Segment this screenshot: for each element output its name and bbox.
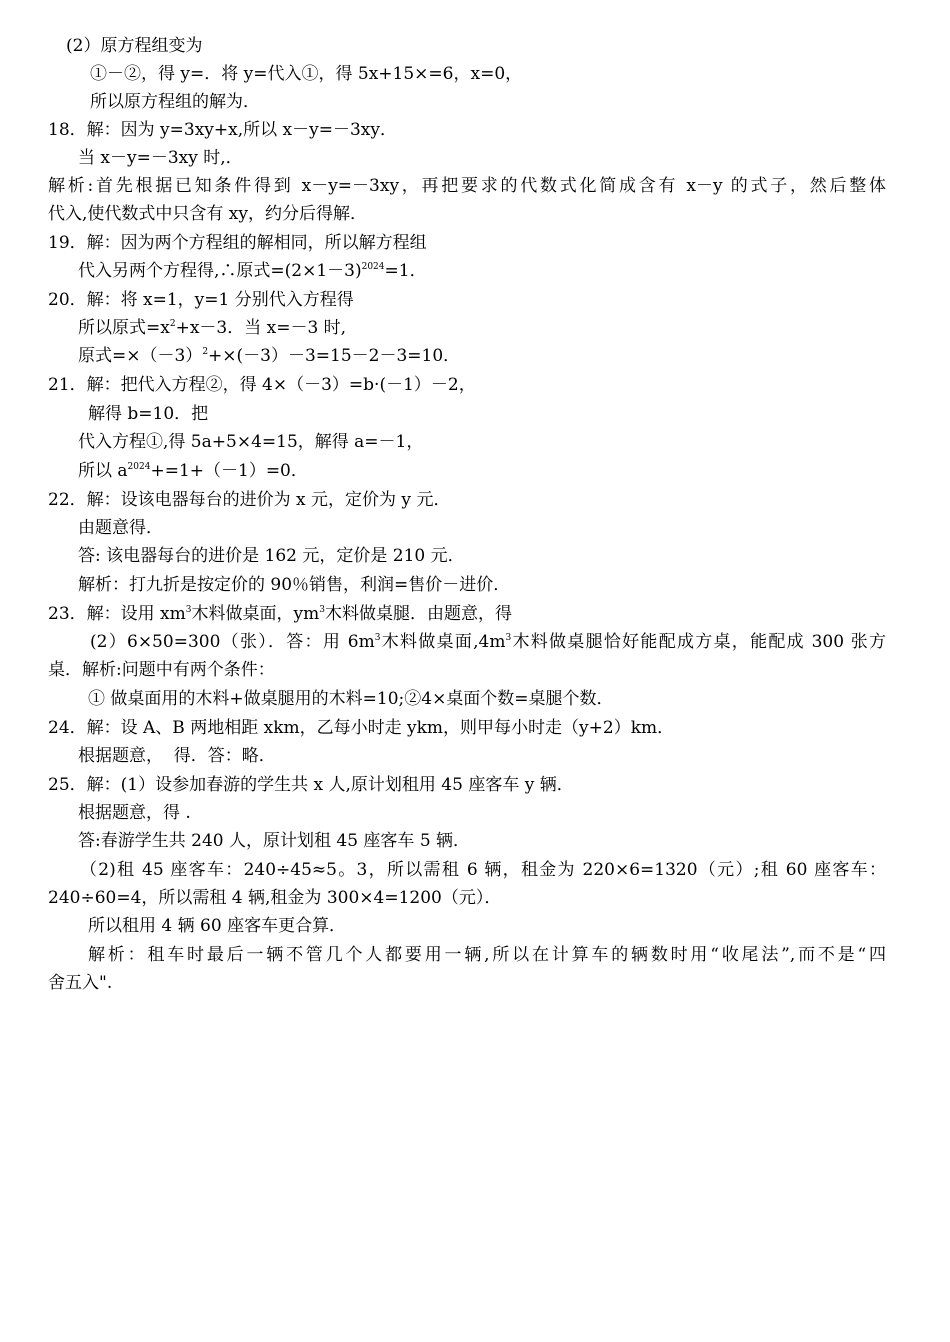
text-line <box>78 459 308 483</box>
superscript: 3 <box>505 633 512 643</box>
text-line: 当 x－y=－3xy 时,． <box>78 148 243 168</box>
superscript: 3 <box>185 605 192 615</box>
text-line: ①－②，得 y=．将 y=代入①，得 5x+15×=6，x=0， <box>90 64 523 84</box>
text-line: 20．解：将 x=1，y=1 分别代入方程得 <box>48 290 354 310</box>
text-line: 18．解：因为 y=3xy+x,所以 x－y=－3xy． <box>48 120 397 140</box>
text-line: 解得 b=10．把 <box>88 404 209 424</box>
text-line: (2）原方程组变为 <box>66 36 203 56</box>
text-line: 代入,使代数式中只含有 xy，约分后得解． <box>48 204 367 224</box>
text-line <box>78 344 460 368</box>
superscript: 2 <box>202 347 209 357</box>
superscript: 3 <box>374 633 381 643</box>
text-line: 所以原方程组的解为． <box>90 92 260 112</box>
text-line: 解析：打九折是按定价的 90％销售，利润=售价－进价． <box>78 575 511 595</box>
text-span: +×(－3）－3=15－2－3=10． <box>208 346 461 366</box>
text-span: +=1+（－1）=0． <box>150 461 308 481</box>
text-line: 21．解：把代入方程②，得 4×（－3）=b·(－1）－2， <box>48 375 476 395</box>
text-line: 解析：租车时最后一辆不管几个人都要用一辆,所以在计算车的辆数时用“收尾法”,而不是“四 <box>88 945 886 965</box>
text-span: 代入另两个方程得,∴原式=(2×1－3) <box>78 261 362 281</box>
text-line: 答:春游学生共 240 人，原计划租 45 座客车 5 辆． <box>78 831 471 851</box>
text-line <box>78 316 346 340</box>
text-line: 所以租用 4 辆 60 座客车更合算． <box>88 916 347 936</box>
text-line <box>78 259 427 283</box>
text-span: 原式=×（－3） <box>78 346 203 366</box>
superscript: 2024 <box>361 262 385 272</box>
superscript: 3 <box>319 605 325 615</box>
text-span: 木料做桌腿恰好能配成方桌，能配成 300 张方 <box>511 632 886 652</box>
text-line <box>48 602 512 626</box>
superscript: 2 <box>169 319 176 329</box>
text-line <box>90 630 886 654</box>
text-span: 所以 a <box>78 461 128 481</box>
text-line: 25．解：(1）设参加春游的学生共 x 人,原计划租用 45 座客车 y 辆． <box>48 775 574 795</box>
text-line: 根据题意， 得．答：略． <box>78 746 276 766</box>
text-span: +x－3．当 x=－3 时, <box>175 318 347 338</box>
text-line: ① 做桌面用的木料+做桌腿用的木料=10;②4×桌面个数=桌腿个数． <box>88 689 614 709</box>
text-line: 答: 该电器每台的进价是 162 元，定价是 210 元． <box>78 546 465 566</box>
text-span: 木料做桌面,4m <box>380 632 506 652</box>
text-line: 19．解：因为两个方程组的解相同，所以解方程组 <box>48 233 427 253</box>
text-line: 根据题意，得 . <box>78 803 191 823</box>
text-line: 240÷60=4，所以需租 4 辆,租金为 300×4=1200（元）． <box>48 888 502 908</box>
text-span: (2）6×50=300（张）．答：用 6m <box>90 632 375 652</box>
text-span: =1． <box>384 261 427 281</box>
text-line: 桌．解析:问题中有两个条件： <box>48 660 275 680</box>
text-span: 所以原式=x <box>78 318 170 338</box>
text-span: 木料做桌腿．由题意，得 <box>324 604 512 624</box>
text-span: 木料做桌面，ym <box>191 604 320 624</box>
text-line: 22．解：设该电器每台的进价为 x 元，定价为 y 元． <box>48 490 451 510</box>
text-line: 24．解：设 A、B 两地相距 xkm，乙每小时走 ykm，则甲每小时走（y+2）km． <box>48 718 675 738</box>
text-line: 解析:首先根据已知条件得到 x－y=－3xy，再把要求的代数式化简成含有 x－y 的式子，然后整体 <box>48 176 886 196</box>
text-line: 舍五入". <box>48 973 113 993</box>
text-line: 由题意得． <box>78 518 163 538</box>
text-span: 23．解：设用 xm <box>48 604 186 624</box>
text-line: （2)租 45 座客车：240÷45≈5。3，所以需租 6 辆，租金为 220×6=1320（元）;租 60 座客车： <box>80 860 886 880</box>
text-line: 代入方程①,得 5a+5×4=15，解得 a=－1， <box>78 432 424 452</box>
superscript: 2024 <box>127 462 151 472</box>
